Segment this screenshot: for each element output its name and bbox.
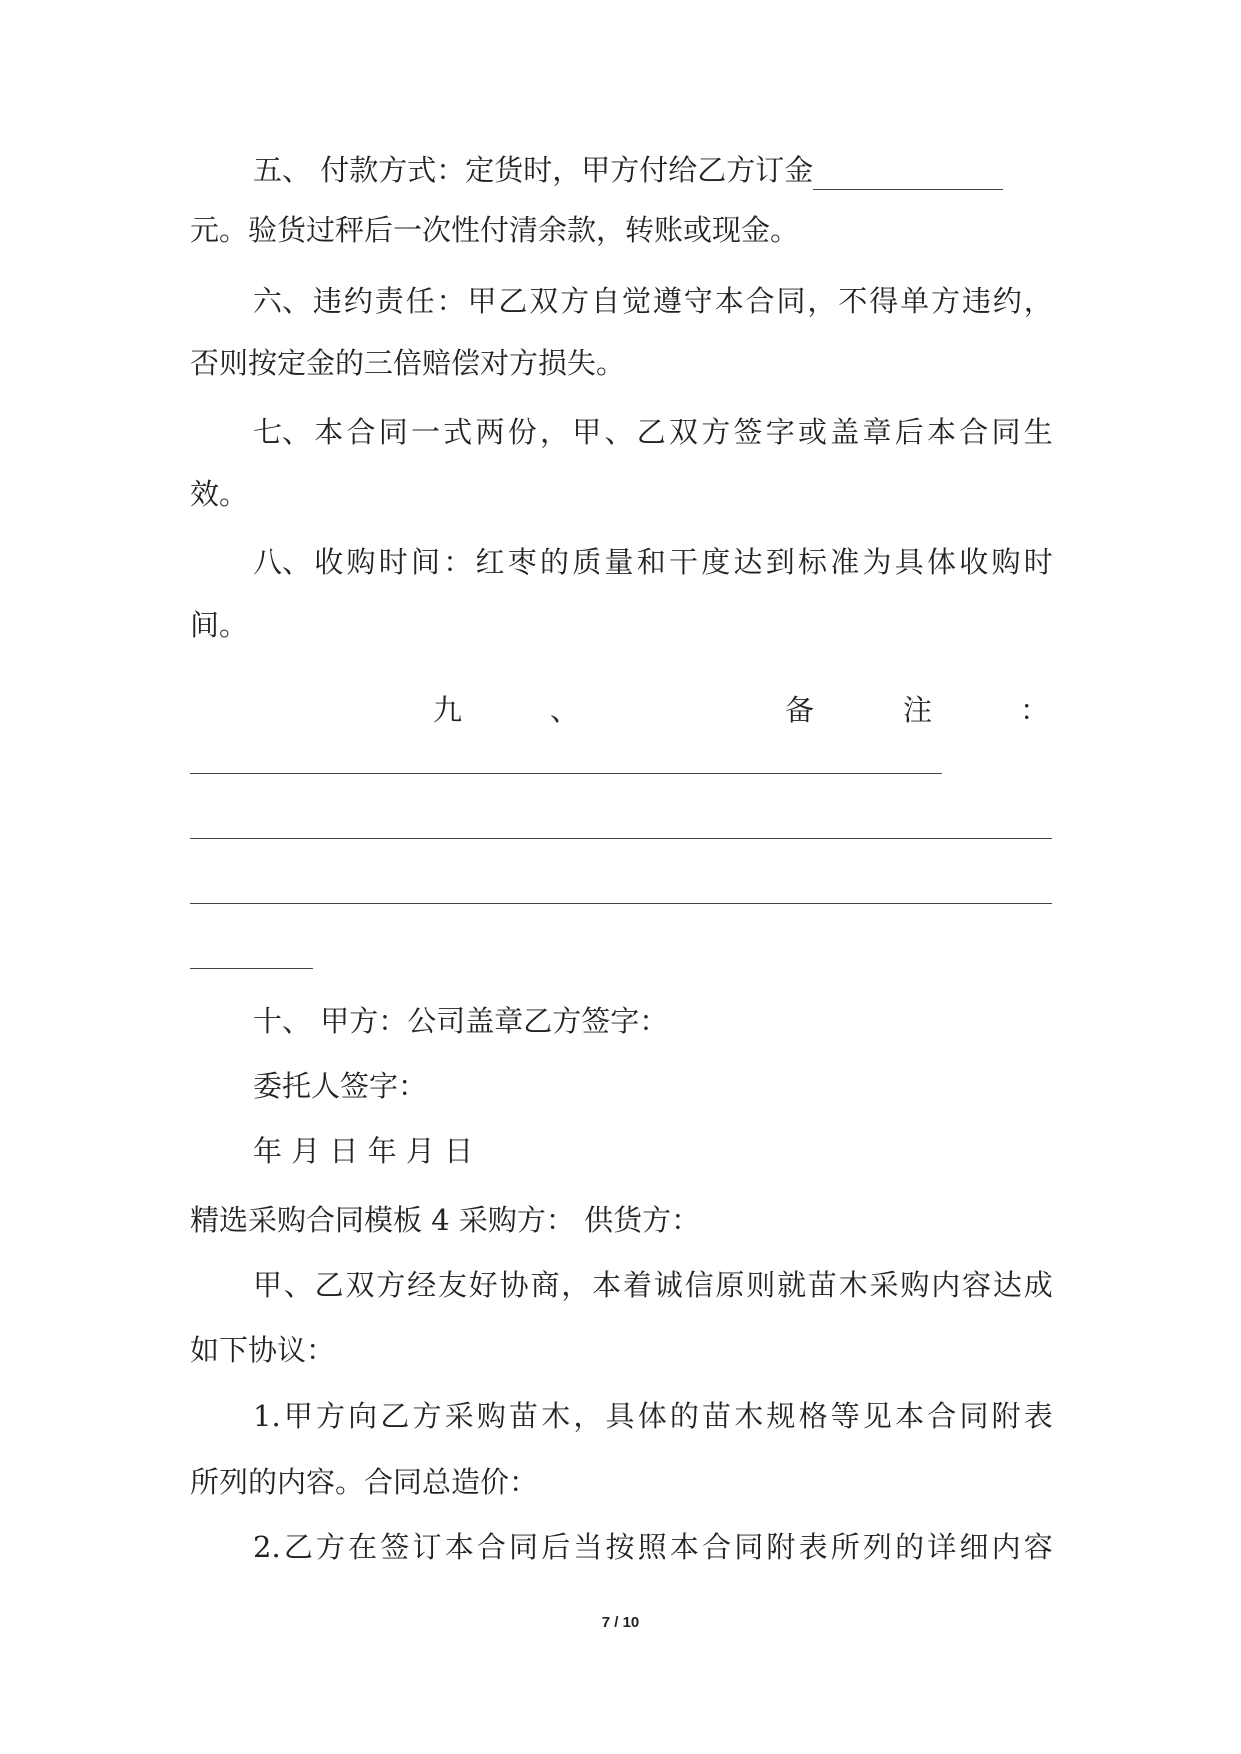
char: 按	[605, 1530, 635, 1564]
char: 生	[1023, 415, 1053, 449]
char: 购	[346, 545, 376, 579]
item-1-line-1	[253, 1396, 1053, 1436]
char: 一	[411, 415, 441, 449]
char: 乙	[498, 284, 528, 318]
char: 当	[573, 1530, 603, 1564]
char: 七、	[253, 415, 312, 449]
char: 采	[444, 1399, 474, 1433]
clause-9-remarks	[190, 690, 1052, 730]
char: 干	[669, 545, 699, 579]
section-4-heading: 精选采购合同模板 4 采购方： 供货方：	[190, 1203, 701, 1237]
char: 间	[411, 545, 441, 579]
char: 协	[499, 1268, 529, 1302]
clause-9-sep: 、	[550, 693, 580, 727]
char: 经	[407, 1268, 437, 1302]
char: 后	[541, 1530, 571, 1564]
char: 合	[927, 1399, 957, 1433]
char: 时	[1023, 545, 1053, 579]
char: 甲	[283, 1399, 313, 1433]
char: ，	[573, 1399, 603, 1433]
char: 质	[572, 545, 602, 579]
char: 友	[437, 1268, 467, 1302]
char: 苗	[509, 1399, 539, 1433]
section-4-intro-line-2: 如下协议：	[190, 1333, 336, 1367]
char: 容	[962, 1268, 992, 1302]
char: 签	[733, 415, 763, 449]
char: 准	[830, 545, 860, 579]
char: 方	[412, 1399, 442, 1433]
char: 信	[684, 1268, 714, 1302]
remarks-rule-4	[190, 968, 313, 969]
char: 具	[605, 1399, 635, 1433]
section-4-intro-line-1	[253, 1265, 1053, 1305]
char: 约	[992, 284, 1022, 318]
char: 式	[443, 415, 473, 449]
char: 收	[314, 545, 344, 579]
char: 和	[636, 545, 666, 579]
char: 内	[991, 1530, 1021, 1564]
char: 乙	[636, 415, 666, 449]
char: 着	[622, 1268, 652, 1302]
char: 合	[476, 1530, 506, 1564]
char: 自	[591, 284, 621, 318]
clause-8-line-2: 间。	[190, 608, 249, 642]
char: 好	[468, 1268, 498, 1302]
char: 格	[798, 1399, 828, 1433]
char: 盖	[830, 415, 860, 449]
char: 所	[830, 1530, 860, 1564]
char: 收	[959, 545, 989, 579]
char: 同	[776, 284, 806, 318]
char: 成	[1023, 1268, 1053, 1302]
clause-9-colon: ：	[1020, 693, 1050, 727]
char: 表	[798, 1530, 828, 1564]
char: ，	[540, 415, 570, 449]
char: 本	[714, 284, 744, 318]
char: 六、	[253, 284, 312, 318]
char: ，	[807, 284, 837, 318]
char: 苗	[702, 1399, 732, 1433]
char: 合	[959, 415, 989, 449]
char: 得	[869, 284, 899, 318]
char: 本	[669, 1530, 699, 1564]
char: 、	[604, 415, 634, 449]
char: 方	[376, 1268, 406, 1302]
char: 、	[283, 1268, 313, 1302]
char: 原	[715, 1268, 745, 1302]
char: 乙	[314, 1268, 344, 1302]
clause-5-line-1	[253, 150, 1003, 190]
char: 1.	[253, 1399, 281, 1433]
char: 表	[1023, 1399, 1053, 1433]
char: 木	[838, 1268, 868, 1302]
char: 订	[412, 1530, 442, 1564]
char: 双	[669, 415, 699, 449]
char: 2.	[253, 1530, 281, 1564]
char: 体	[637, 1399, 667, 1433]
char: ，	[561, 1268, 591, 1302]
clause-9-num: 九	[433, 693, 463, 727]
char: 同	[959, 1399, 989, 1433]
remarks-rule-1	[190, 773, 942, 774]
char: 则	[746, 1268, 776, 1302]
char: 同	[509, 1530, 539, 1564]
char: 就	[777, 1268, 807, 1302]
clause-5-line-2: 元。验货过秤后一次性付清余款，转账或现金。	[190, 213, 800, 247]
clause-5-text: 五、 付款方式：定货时，甲方付给乙方订金	[253, 153, 814, 187]
char: 的	[895, 1530, 925, 1564]
char: 本	[592, 1268, 622, 1302]
char: 单	[900, 284, 930, 318]
char: 购	[991, 545, 1021, 579]
char: 甲	[572, 415, 602, 449]
char: 红	[475, 545, 505, 579]
char: 合	[745, 284, 775, 318]
char: 违	[961, 284, 991, 318]
char: 标	[798, 545, 828, 579]
char: 在	[348, 1530, 378, 1564]
char: 具	[894, 545, 924, 579]
signature-line: 十、 甲方：公司盖章乙方签字：	[253, 1004, 669, 1038]
char: 购	[476, 1399, 506, 1433]
char: 的	[540, 545, 570, 579]
clause-6-line-2: 否则按定金的三倍赔偿对方损失。	[190, 346, 626, 380]
char: 细	[959, 1530, 989, 1564]
char: 合	[346, 415, 376, 449]
char: 向	[348, 1399, 378, 1433]
char: 合	[702, 1530, 732, 1564]
item-2-line-1	[253, 1527, 1053, 1567]
char: 甲	[467, 284, 497, 318]
char: 同	[378, 415, 408, 449]
char: 觉	[621, 284, 651, 318]
clause-9-char-1: 备	[785, 693, 815, 727]
char: 两	[475, 415, 505, 449]
char: 乙	[283, 1530, 313, 1564]
char: 本	[927, 415, 957, 449]
char: 为	[862, 545, 892, 579]
char: 量	[604, 545, 634, 579]
char: 方	[931, 284, 961, 318]
char: 遵	[652, 284, 682, 318]
char: 附	[766, 1530, 796, 1564]
char: 章	[862, 415, 892, 449]
char: 后	[894, 415, 924, 449]
char: ，	[1023, 284, 1053, 318]
date-line: 年 月 日 年 月 日	[253, 1134, 474, 1168]
char: 木	[734, 1399, 764, 1433]
clause-7-line-2: 效。	[190, 477, 249, 511]
char: 字	[765, 415, 795, 449]
clause-6-line-1	[253, 281, 1053, 321]
char: 本	[444, 1530, 474, 1564]
char: 采	[869, 1268, 899, 1302]
char: 双	[529, 284, 559, 318]
char: 的	[669, 1399, 699, 1433]
char: 签	[380, 1530, 410, 1564]
char: 责	[374, 284, 404, 318]
char: 购	[900, 1268, 930, 1302]
item-1-line-2: 所列的内容。合同总造价：	[190, 1465, 539, 1499]
char: 附	[991, 1399, 1021, 1433]
char: 见	[862, 1399, 892, 1433]
char: 乙	[380, 1399, 410, 1433]
char: ：	[443, 545, 473, 579]
char: ：	[436, 284, 466, 318]
char: 时	[378, 545, 408, 579]
char: 任	[405, 284, 435, 318]
char: 内	[931, 1268, 961, 1302]
char: 照	[637, 1530, 667, 1564]
char: 方	[316, 1530, 346, 1564]
char: 达	[992, 1268, 1022, 1302]
char: 苗	[807, 1268, 837, 1302]
char: 同	[991, 415, 1021, 449]
char: 同	[734, 1530, 764, 1564]
char: 本	[895, 1399, 925, 1433]
char: 体	[927, 545, 957, 579]
deposit-blank	[813, 161, 1003, 190]
char: 八、	[253, 545, 312, 579]
char: 枣	[507, 545, 537, 579]
char: 不	[838, 284, 868, 318]
char: 违	[312, 284, 342, 318]
page-number: 7 / 10	[601, 1614, 640, 1631]
char: 本	[314, 415, 344, 449]
remarks-rule-2	[190, 838, 1052, 839]
clause-8-line-1	[253, 542, 1053, 582]
char: 双	[345, 1268, 375, 1302]
char: 到	[765, 545, 795, 579]
char: 或	[798, 415, 828, 449]
char: 商	[530, 1268, 560, 1302]
char: 详	[927, 1530, 957, 1564]
char: 甲	[253, 1268, 283, 1302]
char: 方	[701, 415, 731, 449]
char: 方	[560, 284, 590, 318]
char: 等	[830, 1399, 860, 1433]
remarks-rule-3	[190, 903, 1052, 904]
char: 份	[507, 415, 537, 449]
char: 达	[733, 545, 763, 579]
char: 度	[701, 545, 731, 579]
char: 约	[343, 284, 373, 318]
char: 方	[316, 1399, 346, 1433]
agent-signature-line: 委托人签字：	[253, 1069, 428, 1103]
char: 列	[862, 1530, 892, 1564]
clause-9-char-2: 注	[903, 693, 933, 727]
char: 木	[541, 1399, 571, 1433]
char: 守	[683, 284, 713, 318]
clause-7-line-1	[253, 412, 1053, 452]
char: 诚	[653, 1268, 683, 1302]
char: 容	[1023, 1530, 1053, 1564]
char: 规	[766, 1399, 796, 1433]
